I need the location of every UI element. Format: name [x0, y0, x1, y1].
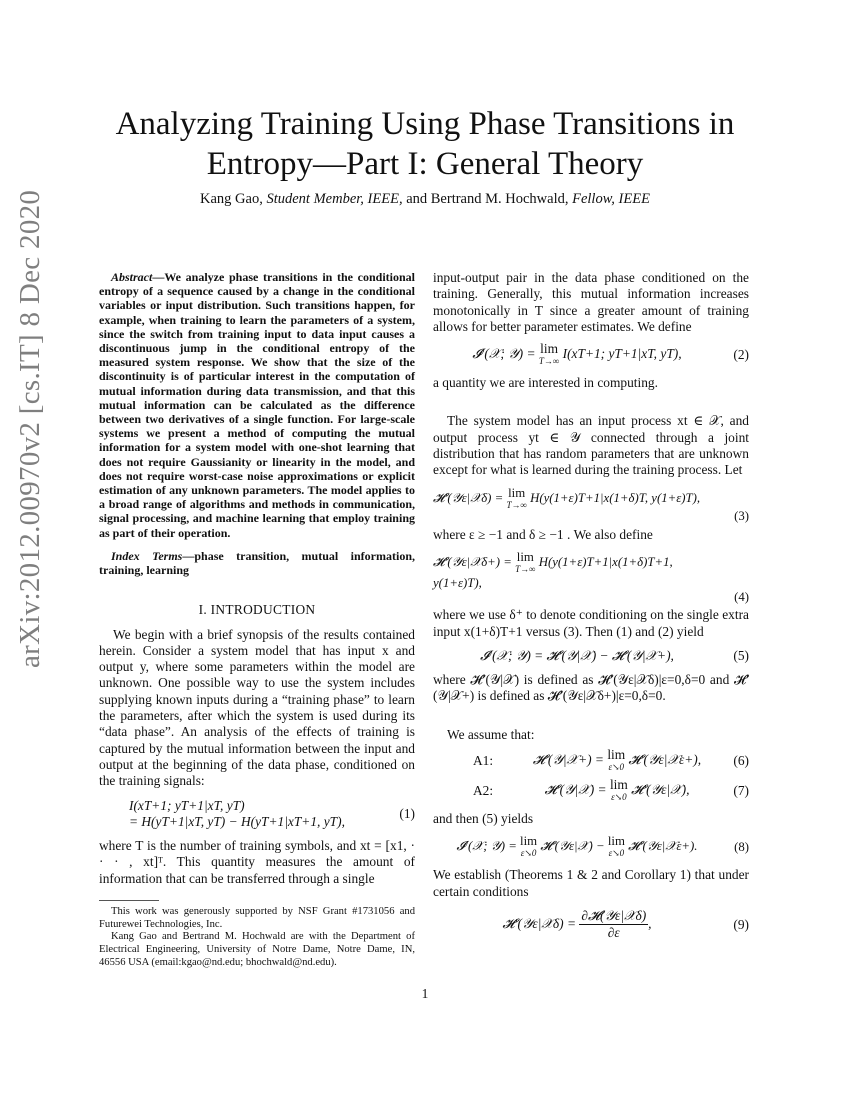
paper-title	[60, 104, 790, 184]
index-terms-label: Index Terms	[111, 548, 183, 563]
limit-operator: lim	[540, 341, 558, 357]
a1-right: 𝓗′(𝒴ε|𝒳ε+),	[628, 752, 702, 768]
equation-2-left: 𝓘′(𝒳; 𝒴) =	[472, 346, 536, 362]
equation-1-line-1: I(xT+1; yT+1|xT, yT)	[129, 797, 245, 813]
author-2-role: Fellow, IEEE	[572, 191, 650, 207]
equation-9-number: (9)	[733, 916, 749, 932]
limit-operator: lim	[607, 747, 626, 763]
intro-paragraph-2: where T is the number of training symbols, and xt = [x1, · · · , xt]ᵀ. This quantity measures the amount of information that can be transferred through a single	[99, 838, 415, 886]
right-paragraph-6: where 𝓗′(𝒴|𝒳) is defined as 𝓗′(𝒴ε|𝒳δ)|ε=0,δ=0 and 𝓗′(𝒴|𝒳+) is defined as 𝓗′(𝒴ε|𝒳δ+)|ε=0,δ=0.	[433, 672, 749, 704]
abstract-label: Abstract	[111, 270, 153, 284]
equation-5	[433, 648, 749, 664]
equation-3-left: 𝓗′(𝒴ε|𝒳δ) =	[433, 490, 504, 505]
equation-3-number: (3)	[734, 509, 749, 524]
fraction-denominator: ∂ε	[607, 925, 620, 941]
equation-9	[433, 908, 749, 942]
assumption-a1-equation	[513, 749, 721, 773]
right-column	[433, 270, 749, 950]
assumption-a2	[433, 779, 749, 803]
limit-subscript: ε↘0	[611, 792, 627, 803]
limit-operator: lim	[607, 834, 625, 849]
abstract-text: —We analyze phase transitions in the conditional entropy of a sequence caused by a change in the conditional variables or input distribution. Such transitions happen, for example, when training to learn the parameters of a system, since the switch from training input to data input causes a discontinuous jump in the conditional entropy of the measured system response. We show that the size of the discontinuity is of particular interest in the computation of mutual information during data transmission, and that this mutual information can be calculated as the difference between two derivatives of a single function. For large-scale systems we present a method of computing the mutual information for a system model with one-shot learning that does not require Gaussianity or linearity in the model, and does not require worst-case noise approximations or explicit estimation of any unknown parameters. The model applies to a broad range of algorithms and methods in communication, signal processing, and machine learning that employ training as part of their operation.	[99, 270, 415, 540]
equation-8-left: 𝓘′(𝒳; 𝒴) =	[456, 839, 517, 854]
equation-9-left: 𝓗′(𝒴ε|𝒳δ) =	[502, 915, 576, 931]
assumption-a1-number: (6)	[733, 752, 749, 768]
equation-4-limit	[515, 551, 535, 575]
equation-8	[433, 835, 749, 859]
equation-5-number: (5)	[733, 647, 749, 663]
left-column	[99, 270, 415, 887]
assumption-a2-label: A2:	[473, 782, 494, 798]
limit-subscript: ε↘0	[608, 762, 625, 773]
page-number: 1	[421, 986, 429, 1001]
abstract	[99, 270, 415, 540]
equation-5-body: 𝓘′(𝒳; 𝒴) = 𝓗′(𝒴|𝒳) − 𝓗′(𝒴|𝒳+),	[480, 647, 674, 663]
author-1: Kang Gao,	[200, 191, 263, 207]
fraction-numerator: ∂𝓗(𝒴ε|𝒳δ)	[579, 908, 648, 925]
a1-left: 𝓗′(𝒴|𝒳+) =	[532, 752, 604, 768]
author-1-role: Student Member, IEEE,	[266, 191, 403, 207]
limit-subscript: T→∞	[506, 499, 527, 510]
equation-8-limit-1	[520, 835, 537, 859]
equation-3-limit	[506, 487, 526, 511]
equation-4	[433, 549, 749, 604]
equation-1	[99, 798, 415, 831]
equation-2	[433, 343, 749, 367]
right-paragraph-9: We establish (Theorems 1 & 2 and Corollary 1) that under certain conditions	[433, 867, 749, 899]
right-paragraph-4: where ε ≥ −1 and δ ≥ −1 . We also define	[433, 526, 653, 542]
equation-2-right: I(xT+1; yT+1|xT, yT),	[562, 346, 682, 362]
limit-subscript: ε↘0	[520, 848, 537, 859]
author-2: Bertrand M. Hochwald,	[430, 191, 569, 207]
assumption-a2-equation	[513, 779, 721, 803]
equation-4-right: H(y(1+ε)T+1|x(1+δ)T+1, y(1+ε)T),	[433, 554, 673, 590]
right-paragraph-7: We assume that:	[447, 726, 535, 742]
paragraph-gap	[433, 705, 749, 727]
right-paragraph-2: a quantity we are interested in computing.	[433, 375, 658, 391]
author-conjunction: and	[406, 191, 428, 207]
title-line-2: Entropy—Part I: General Theory	[206, 146, 644, 182]
a2-left: 𝓗′(𝒴|𝒳) =	[544, 782, 607, 798]
equation-8-limit-2	[608, 835, 625, 859]
limit-operator: lim	[520, 834, 538, 849]
index-terms-text: —phase transition, mutual information, training, learning	[99, 548, 415, 578]
paragraph-gap	[433, 391, 749, 413]
footnote-funding: This work was generously supported by NSF Grant #1731056 and Futurewei Technologies, Inc.	[99, 906, 415, 930]
equation-4-number: (4)	[734, 589, 749, 604]
equation-3	[433, 485, 749, 524]
equation-8-number: (8)	[734, 840, 749, 855]
equation-8-right: 𝓗′(𝒴ε|𝒳ε+).	[628, 839, 698, 854]
title-line-1: Analyzing Training Using Phase Transitions in	[115, 106, 735, 142]
author-line	[60, 191, 790, 208]
assumption-a1-label: A1:	[473, 752, 494, 768]
limit-operator: lim	[516, 549, 534, 564]
assumption-a2-number: (7)	[733, 782, 749, 798]
footnote-affiliation: Kang Gao and Bertrand M. Hochwald are with the Department of Electrical Engineering, University of Notre Dame, Notre Dame, IN, 46556 USA (email:kgao@nd.edu; bhochwald@nd.edu).	[99, 931, 415, 968]
equation-3-right: H(y(1+ε)T+1|x(1+δ)T, y(1+ε)T),	[530, 490, 701, 505]
equation-1-number: (1)	[399, 805, 415, 821]
footnote	[99, 906, 415, 970]
equation-9-fraction	[579, 908, 648, 942]
right-paragraph-5: where we use δ⁺ to denote conditioning on the single extra input x(1+δ)T+1 versus (3). Then (1) and (2) yield	[433, 607, 749, 639]
index-terms	[99, 549, 415, 577]
right-paragraph-1: input-output pair in the data phase conditioned on the training. Generally, this mutual information increases monotonically in T since a greater amount of training allows for better parameter estimates. We define	[433, 270, 749, 334]
limit-subscript: T→∞	[538, 356, 560, 367]
intro-paragraph-1: We begin with a brief synopsis of the results contained herein. Consider a system model that has input x and output y, where some parameters within the model are unknown. One possible way to use the system includes supplying known inputs during a “training phase” to learn the parameters, after which the system is used during its “data phase”. An analysis of the effects of training is captured by the mutual information between the input and output at the beginning of the data phase, conditioned on the training signals:	[99, 626, 415, 789]
assumption-a1	[433, 749, 749, 773]
limit-operator: lim	[609, 777, 628, 793]
equation-8-middle: 𝓗′(𝒴ε|𝒳) −	[540, 839, 605, 854]
limit-operator: lim	[508, 485, 526, 500]
arxiv-identifier[interactable]: arXiv:2012.00970v2 [cs.IT] 8 Dec 2020	[14, 189, 46, 668]
equation-1-line-2: = H(yT+1|xT, yT) − H(yT+1|xT+1, yT),	[129, 813, 345, 829]
limit-subscript: ε↘0	[608, 848, 625, 859]
equation-2-number: (2)	[733, 347, 749, 363]
a2-limit	[610, 779, 628, 803]
a2-right: 𝓗′(𝒴ε|𝒳),	[631, 782, 690, 798]
equation-2-limit	[539, 343, 559, 367]
right-paragraph-3: The system model has an input process xt ∈ 𝒳, and output process yt ∈ 𝒴 connected through a joint distribution that has random parameters that are unknown except for what is learned during the training process. Let	[433, 413, 749, 478]
a1-limit	[607, 749, 625, 773]
section-heading-introduction: I. INTRODUCTION	[198, 602, 316, 618]
equation-4-left: 𝓗′(𝒴ε|𝒳δ+) =	[433, 554, 512, 569]
footnote-rule	[99, 900, 159, 901]
right-paragraph-8: and then (5) yields	[433, 811, 534, 827]
limit-subscript: T→∞	[515, 563, 536, 574]
equation-9-tail: ,	[648, 915, 652, 931]
